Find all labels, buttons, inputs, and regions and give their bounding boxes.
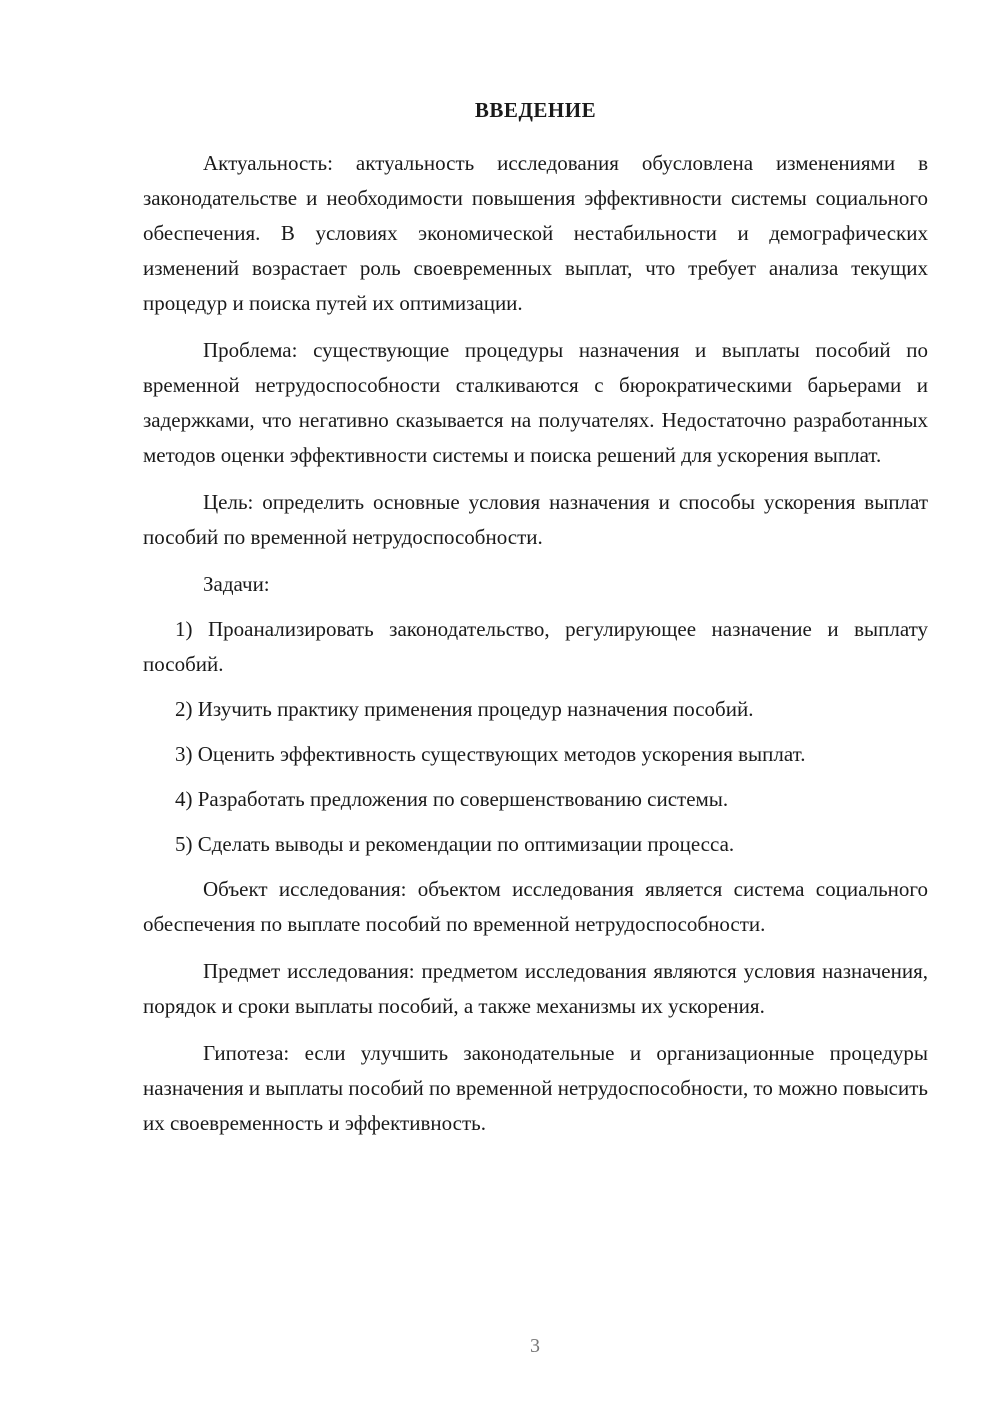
task-item: 3) Оценить эффективность существующих методов ускорения выплат. <box>175 742 806 766</box>
task-item: 5) Сделать выводы и рекомендации по оптимизации процесса. <box>175 832 735 856</box>
page-number: 3 <box>530 1335 540 1357</box>
task-item: 4) Разработать предложения по совершенствованию системы. <box>175 787 729 811</box>
tasks-heading: Задачи: <box>203 572 270 596</box>
goal-paragraph: Цель: определить основные условия назначения и способы ускорения выплат пособий по временной нетрудоспособности. <box>143 490 928 549</box>
object-paragraph: Объект исследования: объектом исследования является система социального обеспечения по выплате пособий по временной нетрудоспособности. <box>143 877 928 936</box>
task-item: 1) Проанализировать законодательство, регулирующее назначение и выплату пособий. <box>143 617 928 676</box>
hypothesis-paragraph: Гипотеза: если улучшить законодательные и организационные процедуры назначения и выплаты пособий по временной нетрудоспособности, то можно повысить их своевременность и эффективность. <box>143 1041 928 1135</box>
section-title: ВВЕДЕНИЕ <box>474 98 597 122</box>
problem-paragraph: Проблема: существующие процедуры назначения и выплаты пособий по временной нетрудоспособности сталкиваются с бюрократическими барьерами и задержками, что негативно сказывается на получателях. Недостаточно разработанных методов оценки эффективности системы и поиска решений для ускорения выплат. <box>143 338 928 467</box>
tasks-list <box>143 612 928 862</box>
relevance-paragraph: Актуальность: актуальность исследования обусловлена изменениями в законодательстве и необходимости повышения эффективности системы социального обеспечения. В условиях экономической нестабильности и демографических изменений возрастает роль своевременных выплат, что требует анализа текущих процедур и поиска путей их оптимизации. <box>143 151 928 315</box>
document-page <box>143 97 928 1153</box>
task-item: 2) Изучить практику применения процедур назначения пособий. <box>175 697 754 721</box>
subject-paragraph: Предмет исследования: предметом исследования являются условия назначения, порядок и сроки выплаты пособий, а также механизмы их ускорения. <box>143 959 928 1018</box>
